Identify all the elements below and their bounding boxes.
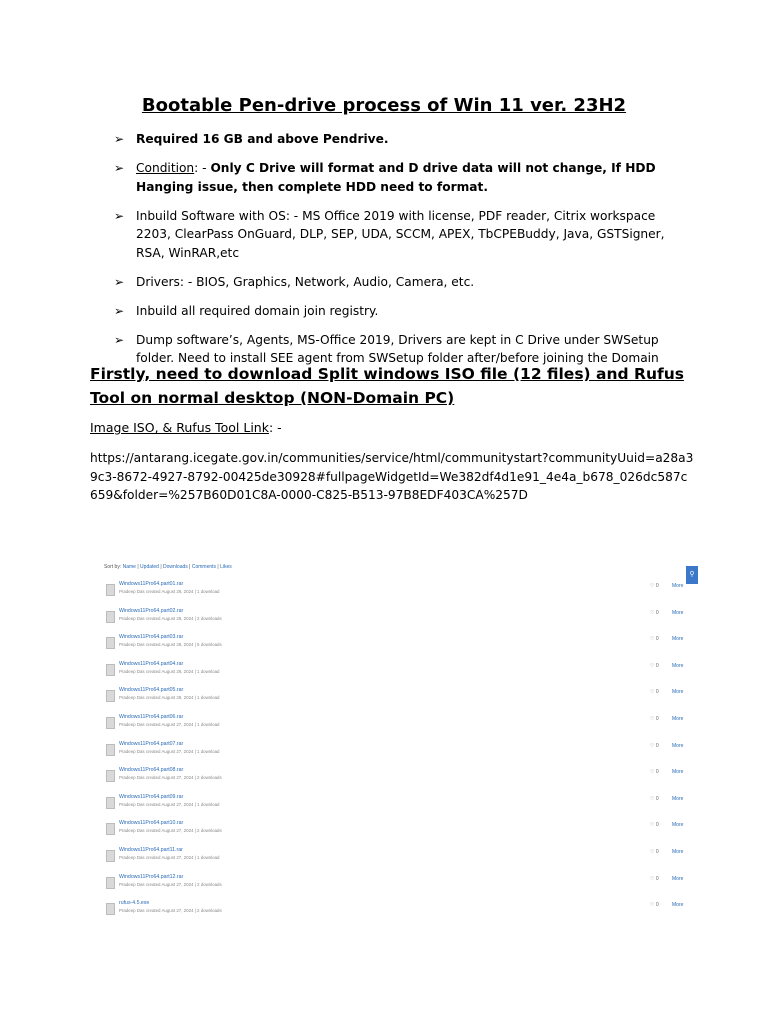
link-label [90,420,282,435]
arrow-bullet-icon: ➢ [114,161,125,175]
heart-icon: ♡ [650,636,656,643]
file-icon [106,797,115,809]
list-item [114,302,674,321]
heart-icon: ♡ [650,769,656,776]
arrow-bullet-icon: ➢ [114,274,125,289]
more-link[interactable]: More [672,875,684,882]
file-row [106,873,691,893]
file-row [106,740,691,760]
like-button[interactable] [650,743,659,749]
like-button[interactable] [650,636,659,642]
file-icon [106,584,115,596]
like-button[interactable] [650,769,659,775]
list-item [114,159,674,196]
file-row [106,607,691,627]
heart-icon: ♡ [650,662,656,669]
like-count: 0 [655,716,659,722]
file-meta: Pradeep Das created August 28, 2024 | 1 download [119,695,220,701]
more-link[interactable]: More [672,662,684,669]
list-item [114,207,674,263]
file-row [106,686,691,706]
file-meta: Pradeep Das created August 28, 2024 | 5 downloads [119,642,222,648]
like-button[interactable] [650,689,659,695]
search-icon: ⚲ [689,571,695,578]
file-icon [106,903,115,915]
list-item-text: Inbuild all required domain join registry. [136,303,379,318]
more-link[interactable]: More [672,822,684,829]
file-row [106,846,691,866]
file-meta: Pradeep Das created August 27, 2024 | 2 downloads [119,881,222,887]
file-meta: Pradeep Das created August 28, 2024 | 1 download [119,668,220,674]
like-count: 0 [655,849,659,855]
file-meta: Pradeep Das created August 27, 2024 | 1 download [119,748,220,754]
like-count: 0 [655,822,659,829]
file-name-link[interactable]: rufus-4.5.exe [119,900,150,907]
more-link[interactable]: More [672,742,684,749]
file-row [106,766,691,786]
heart-icon: ♡ [650,902,656,909]
heart-icon: ♡ [650,795,656,802]
heart-icon: ♡ [650,716,656,722]
more-link[interactable]: More [672,636,684,643]
more-link[interactable]: More [672,716,684,722]
file-icon [106,850,115,862]
like-count: 0 [655,636,659,643]
sort-option-likes[interactable]: Likes [220,564,232,570]
like-button[interactable] [650,822,659,828]
file-meta: Pradeep Das created August 27, 2024 | 1 download [119,722,220,727]
list-item-text: Required 16 GB and above Pendrive. [136,132,389,146]
file-row [106,580,691,600]
sort-option-downloads[interactable]: Downloads [163,564,188,570]
file-row [106,660,691,680]
file-name-link[interactable]: Windows11Pro64.part03.rar [119,634,184,641]
arrow-bullet-icon: ➢ [114,208,125,223]
arrow-bullet-icon: ➢ [114,303,125,318]
download-url[interactable]: https://antarang.icegate.gov.in/communities/service/html/communitystart?communityUuid=a28a39c3-8672-4927-8792-00425de30928#fullpageWidgetId=We382df4d1e91_4e4a_b678_026dc587c659&folder=%257B60D01C8A-0000-C825-B513-97B8EDF403CA%257D [90,451,694,502]
heart-icon: ♡ [650,583,656,589]
file-meta: Pradeep Das created August 27, 2024 | 2 downloads [119,908,222,914]
more-link[interactable]: More [672,902,684,909]
like-count: 0 [655,609,659,616]
like-count: 0 [655,769,659,776]
heart-icon: ♡ [650,822,656,829]
file-row [106,793,691,813]
heart-icon: ♡ [650,875,656,882]
file-meta: Pradeep Das created August 27, 2024 | 1 download [119,855,220,860]
file-name-link[interactable]: Windows11Pro64.part02.rar [119,607,184,614]
file-meta: Pradeep Das created August 27, 2024 | 2 downloads [119,828,222,834]
like-button[interactable] [650,876,659,882]
file-icon [106,611,115,623]
file-icon [106,877,115,889]
file-name-link[interactable]: Windows11Pro64.part10.rar [119,820,184,827]
heart-icon: ♡ [650,849,656,855]
arrow-bullet-icon: ➢ [114,332,125,347]
link-label-text: Image ISO, & Rufus Tool Link [90,420,269,435]
file-icon [106,744,115,756]
file-icon [106,823,115,835]
file-name-link[interactable]: Windows11Pro64.part07.rar [119,740,184,747]
more-link[interactable]: More [672,769,684,776]
requirements-list [114,130,674,378]
list-item [114,130,674,149]
more-link[interactable]: More [672,583,684,589]
arrow-bullet-icon: ➢ [114,132,125,146]
list-item [114,273,674,292]
like-count: 0 [655,795,659,802]
sort-option-updated[interactable]: Updated [140,564,159,570]
heart-icon: ♡ [650,609,656,616]
like-count: 0 [655,689,659,696]
sort-option-name[interactable]: Name [122,564,136,570]
file-row [106,633,691,653]
file-name-link[interactable]: Windows11Pro64.part05.rar [119,687,184,694]
more-link[interactable]: More [672,795,684,802]
file-name-link[interactable]: Windows11Pro64.part11.rar [119,847,183,853]
file-icon [106,717,115,729]
like-count: 0 [655,662,659,669]
like-count: 0 [655,742,659,749]
condition-separator: : - [194,161,211,175]
file-icon [106,664,115,676]
file-row [106,899,691,919]
like-button[interactable] [650,849,659,855]
like-count: 0 [655,583,659,589]
more-link[interactable]: More [672,849,684,855]
list-item-text: Only C Drive will format and D drive data will not change, If HDD Hanging issue, then complete HDD need to format. [136,161,656,194]
file-row [106,819,691,839]
sort-bar: Sort by: Name | Updated | Downloads | Comments | Likes [104,564,232,570]
file-name-link[interactable]: Windows11Pro64.part08.rar [119,767,184,774]
file-icon [106,637,115,649]
file-icon [106,690,115,702]
file-name-link[interactable]: Windows11Pro64.part12.rar [119,873,184,880]
file-icon [106,770,115,782]
sort-label: Sort by: [104,564,122,570]
file-name-link[interactable]: Windows11Pro64.part06.rar [119,714,184,720]
file-row [106,713,691,733]
file-list-screenshot [100,560,696,925]
link-label-suffix: : - [268,420,282,435]
like-button[interactable] [650,663,659,669]
more-link[interactable]: More [672,689,684,696]
heart-icon: ♡ [650,689,656,696]
file-name-link[interactable]: Windows11Pro64.part09.rar [119,793,184,800]
like-button[interactable] [650,610,659,616]
list-item-text: Dump software’s, Agents, MS-Office 2019, Drivers are kept in C Drive under SWSetup folder. Need to install SEE agent from SWSetup folder after/before joining the Domain [136,332,659,365]
file-meta: Pradeep Das created August 28, 2024 | 2 downloads [119,615,222,621]
more-link[interactable]: More [672,609,684,616]
like-button[interactable] [650,902,659,908]
file-meta: Pradeep Das created August 27, 2024 | 2 downloads [119,775,222,781]
like-button[interactable] [650,716,659,722]
condition-label: Condition [136,161,195,175]
file-name-link[interactable]: Windows11Pro64.part01.rar [119,581,184,587]
section-heading: Firstly, need to download Split windows ISO file (12 files) and Rufus Tool on normal desktop (NON-Domain PC) [90,365,684,407]
page-title: Bootable Pen-drive process of Win 11 ver. 23H2 [141,95,627,116]
like-count: 0 [655,902,659,909]
list-item-text: Inbuild Software with OS: - MS Office 2019 with license, PDF reader, Citrix workspace 2203, ClearPass OnGuard, DLP, SEP, UDA, SCCM, APEX, TbCPEBuddy, Java, GSTSigner, RSA, WinRAR,etc [136,208,665,260]
like-count: 0 [655,875,659,882]
sort-option-comments[interactable]: Comments [191,564,217,570]
heart-icon: ♡ [650,742,656,749]
file-name-link[interactable]: Windows11Pro64.part04.rar [119,660,184,667]
file-meta: Pradeep Das created August 27, 2024 | 1 download [119,801,220,807]
list-item-text: Drivers: - BIOS, Graphics, Network, Audio, Camera, etc. [136,274,475,289]
like-button[interactable] [650,583,659,589]
like-button[interactable] [650,796,659,802]
file-meta: Pradeep Das created August 28, 2024 | 1 download [119,589,220,594]
